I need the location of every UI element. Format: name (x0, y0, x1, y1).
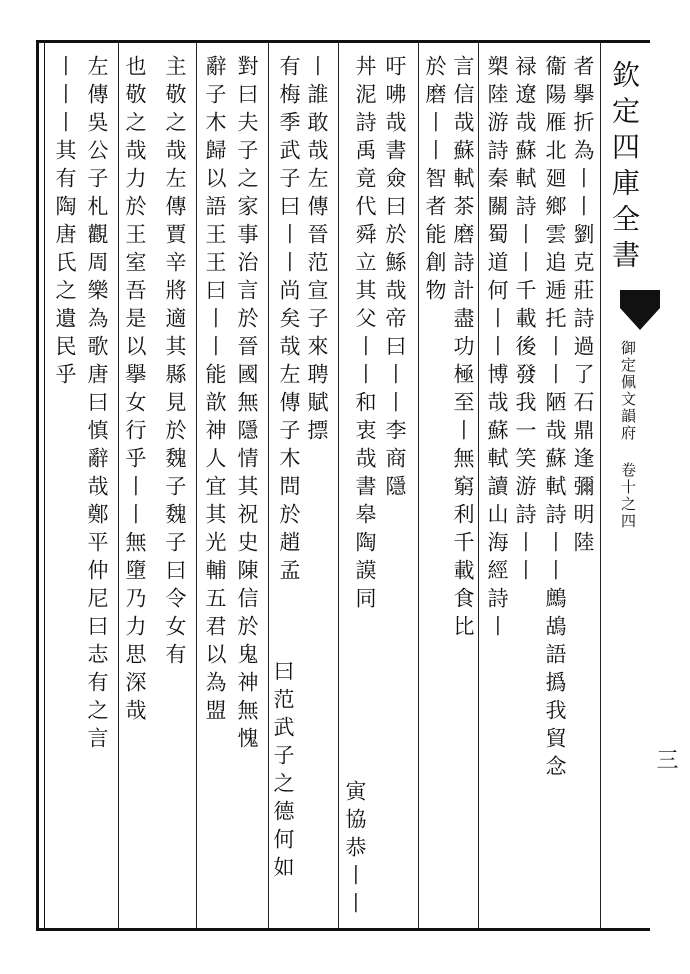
text-column-8: 丼泥詩禹竟代舜立其父丨丨和衷哉書皋陶謨同 (353, 55, 377, 615)
column-rule (338, 43, 339, 928)
fishtail-mark (620, 290, 660, 334)
frame-bottom-border (36, 928, 650, 931)
text-column-9: 寅協恭丨丨 (343, 780, 367, 920)
text-column-5: 言信哉蘇軾茶磨詩計盡功極至丨無窮利千載食比 (451, 55, 475, 643)
text-column-4: 槊陸游詩秦關蜀道何丨丨博哉蘇軾讀山海經詩丨 (485, 55, 509, 643)
text-column-17: 左傳吳公子札觀周樂為歌唐曰慎辭哉鄭平仲尼曰志有之言 (85, 55, 109, 755)
text-column-11: 有梅季武子曰丨丨尚矣哉左傳子木問於趙孟 (277, 55, 301, 587)
text-column-6: 於磨丨丨智者能創物 (423, 55, 447, 307)
text-column-2: 衞陽雁北廻鄉雲追逓托丨丨陋哉蘇軾詩丨丨鷓鴣語撝我貿念 (543, 55, 567, 783)
text-column-18: 丨丨丨其有陶唐氏之遺民乎 (53, 55, 77, 391)
column-rule (418, 43, 419, 928)
column-rule (268, 43, 269, 928)
column-rule (196, 43, 197, 928)
text-column-16: 也敬之哉力於王室吾是以擧女行乎丨丨無墮乃力思深哉 (123, 55, 147, 727)
text-column-10: 丨誰敢哉左傳晉范宣子來聘賦摽 (305, 55, 329, 447)
column-rule (118, 43, 119, 928)
margin-title: 欽定四庫全書 (608, 60, 641, 276)
text-column-12: 曰范武子之德何如 (271, 660, 295, 884)
text-column-1: 者擧折為丨丨劉克莊詩過了石鼎逢彌明陸 (571, 55, 595, 559)
text-column-13: 對曰夫子之家事治言於晉國無隱情其祝史陳信於鬼神無愧 (235, 55, 259, 755)
text-column-15: 主敬之哉左傳賈辛將適其縣見於魏子魏子曰令女有 (163, 55, 187, 671)
frame-top-border (36, 40, 650, 43)
column-rule (600, 43, 601, 928)
frame-left-inner-border (44, 40, 45, 931)
text-column-14: 辭子木歸以語王王曰丨丨能歆神人宜其光輔五君以為盟 (203, 55, 227, 727)
text-column-7: 吁咈哉書僉曰於鯀哉帝曰丨丨李商隱 (383, 55, 407, 503)
edition-label: 御定佩文韻府 卷十之四 (619, 340, 637, 530)
column-rule (478, 43, 479, 928)
text-column-3: 禄遼哉蘇軾詩丨丨千載後發我一笑游詩丨丨 (513, 55, 537, 587)
frame-left-border (36, 40, 39, 931)
page-number: 三 (653, 748, 678, 770)
